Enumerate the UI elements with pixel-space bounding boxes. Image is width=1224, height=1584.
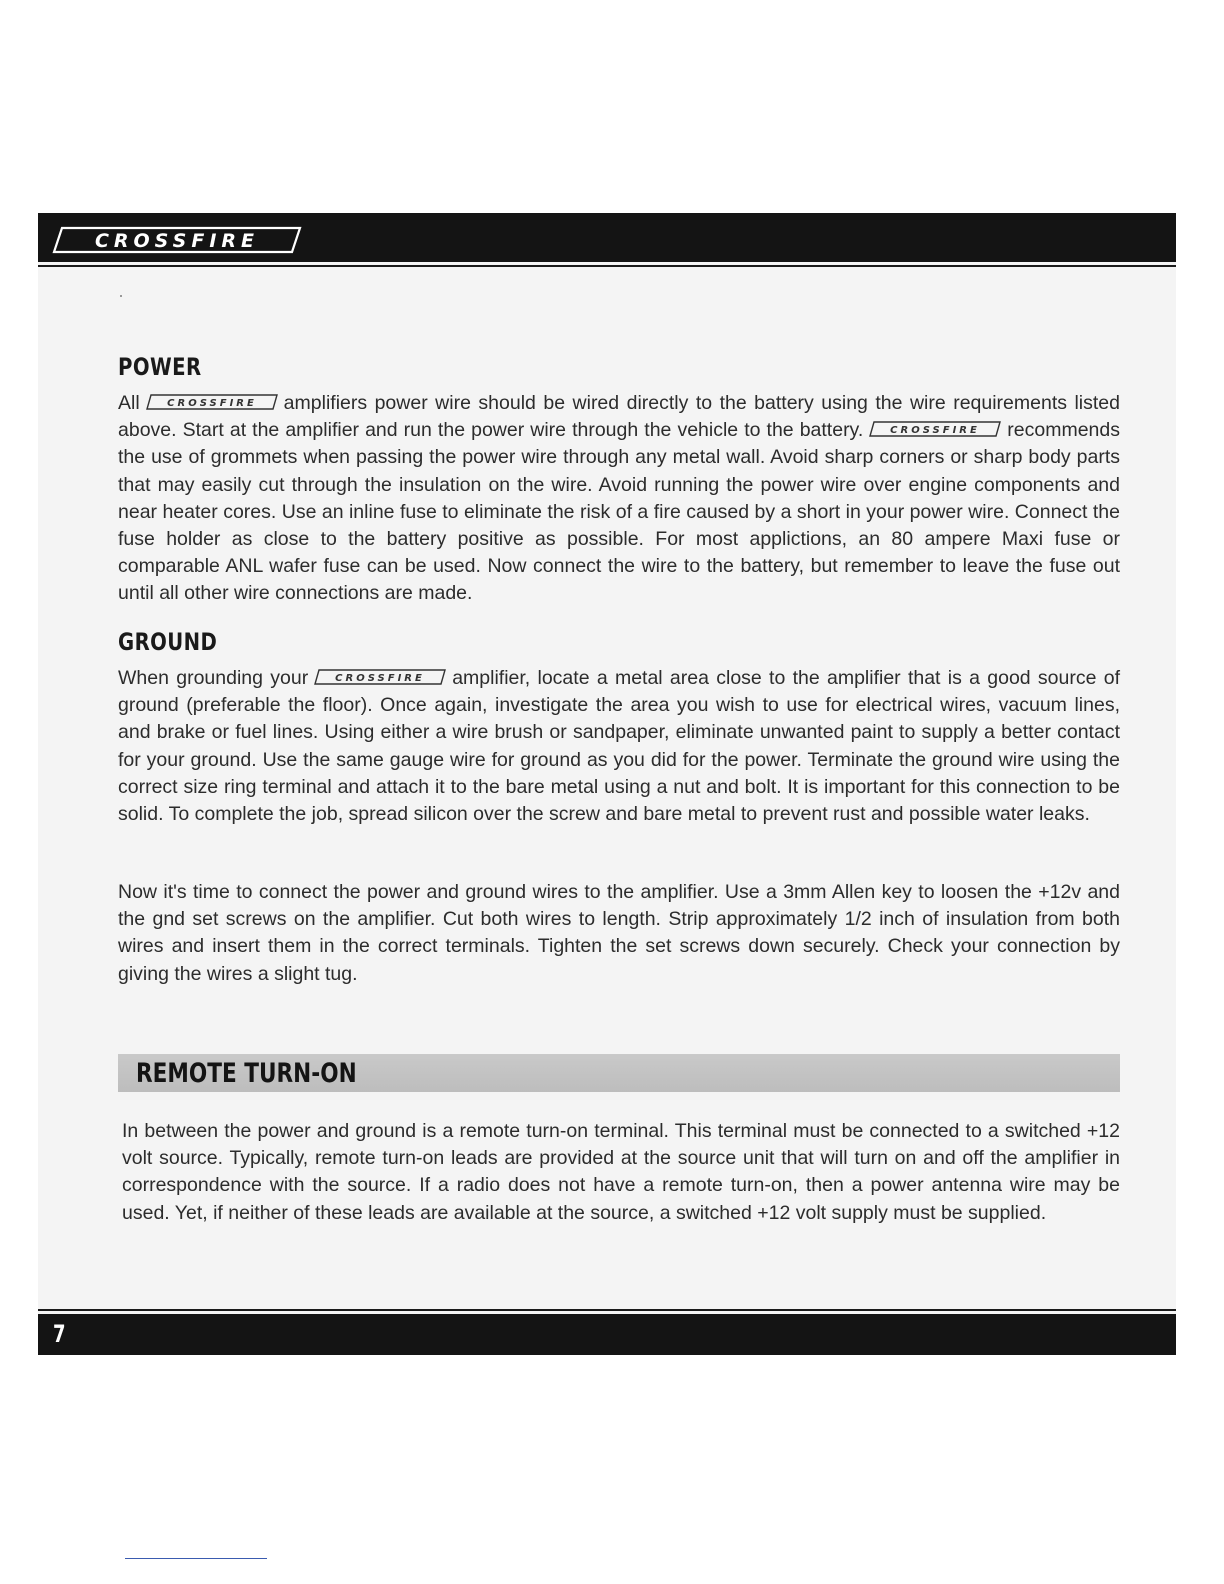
crossfire-inline-logo <box>869 421 1001 437</box>
power-p1-mid: amplifiers power wire should be wired directly to the battery using the wire requirements listed above. Start at the amplifier and run the power wire through the vehicle to the battery. <box>118 392 1120 442</box>
remote-heading: REMOTE TURN-ON <box>136 1058 357 1089</box>
footer-bar <box>38 1314 1176 1355</box>
footer-rule <box>38 1309 1176 1311</box>
power-p1-start: All <box>118 392 140 414</box>
logo-text: CROSSFIRE <box>94 230 260 252</box>
power-paragraph <box>118 390 1120 608</box>
crossfire-logo <box>52 226 302 254</box>
remote-section-band <box>118 1054 1120 1092</box>
ground-p1-start: When grounding your <box>118 667 309 689</box>
remote-paragraph: In between the power and ground is a remote turn-on terminal. This terminal must be connected to a switched +12 volt source. Typically, remote turn-on leads are provided at the source unit that will turn on and off the amplifier in correspondence with the source. If a radio does not have a remote turn-on, then a power antenna wire may be used. Yet, if neither of these leads are available at the source, a switched +12 volt supply must be supplied. <box>122 1120 1120 1224</box>
ground-p1-end: amplifier, locate a metal area close to the amplifier that is a good source of ground (preferable the floor). Once again, investigate the area you wish to use for electrical wires, vacuum lines, and brake or fuel lines. Using either a wire brush or sandpaper, eliminate unwanted paint to supply a better contact for your ground. Use the same gauge wire for ground as you did for the power. Terminate the ground wire using the correct size ring terminal and attach it to the bare metal using a nut and bolt. It is important for this connection to be solid. To complete the job, spread silicon over the screw and bare metal to prevent rust and possible water leaks. <box>118 667 1120 826</box>
manual-page <box>38 213 1176 1355</box>
power-p1-end: recommends the use of grommets when passing the power wire through any metal wall. Avoid sharp corners or sharp body parts that may easily cut through the insulation on the wire. Avoid running the power wire over engine components and near heater cores. Use an inline fuse to eliminate the risk of a fire caused by a short in your power wire. Connect the fuse holder as close to the battery positive as possible. For most applictions, an 80 ampere Maxi fuse or comparable ANL wafer fuse can be used. Now connect the wire to the battery, but remember to leave the fuse out until all other wire connections are made. <box>118 419 1120 605</box>
ground-heading: GROUND <box>118 628 218 656</box>
svg-text:CROSSFIRE: CROSSFIRE <box>335 673 426 684</box>
speck <box>120 295 122 297</box>
svg-text:CROSSFIRE: CROSSFIRE <box>166 398 257 409</box>
power-heading: POWER <box>118 353 202 381</box>
ground-paragraph-2: Now it's time to connect the power and ground wires to the amplifier. Use a 3mm Allen key to loosen the +12v and the gnd set screws on the amplifier. Cut both wires to length. Strip approximately 1/2 inch of insulation from both wires and insert them in the correct terminals. Tighten the set screws down securely. Check your connection by giving the wires a slight tug. <box>118 881 1120 985</box>
header-rule <box>38 265 1176 267</box>
page-number: 7 <box>53 1320 66 1348</box>
bottom-rule <box>125 1558 267 1559</box>
header-bar <box>38 213 1176 262</box>
ground-paragraph-1 <box>118 665 1120 828</box>
svg-text:CROSSFIRE: CROSSFIRE <box>890 425 981 437</box>
crossfire-inline-logo <box>146 394 278 410</box>
crossfire-inline-logo <box>314 669 446 685</box>
